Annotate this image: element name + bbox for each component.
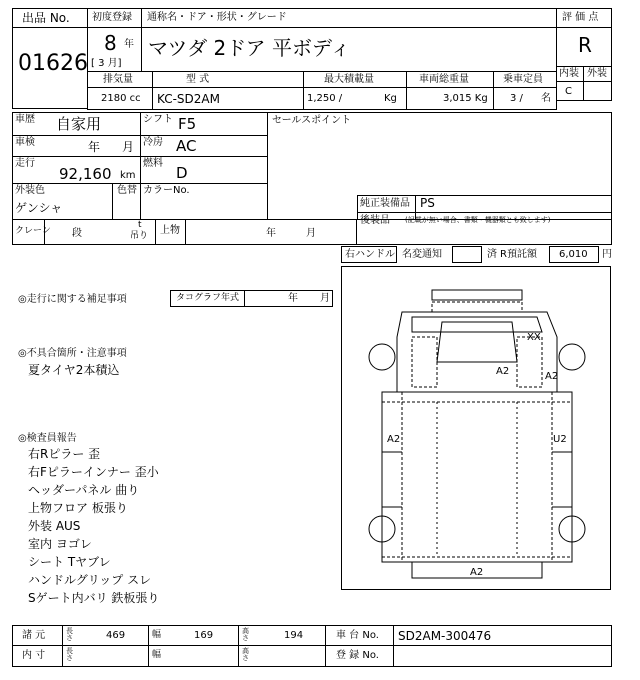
truck-outline — [342, 267, 612, 591]
divider — [185, 219, 186, 245]
lot-number: 01626 — [18, 51, 88, 76]
damage-mark: A2 — [545, 371, 559, 382]
name-change-box — [452, 246, 482, 263]
inspector-note: 室内 ヨゴレ — [28, 537, 92, 551]
crane-label: クレーン — [15, 226, 51, 236]
fuel-value: D — [176, 164, 188, 182]
footer-table — [12, 625, 612, 667]
model-value: KC-SD2AM — [157, 92, 220, 106]
height-value: 194 — [284, 630, 304, 641]
max-load-unit: Kg — [384, 93, 397, 104]
fuel-label: 燃料 — [143, 158, 163, 169]
gross-weight-value: 3,015 Kg — [443, 93, 488, 104]
crane-lift-t: t — [138, 220, 142, 230]
score-label: 評 価 点 — [562, 12, 599, 23]
damage-mark: A2 — [496, 366, 510, 377]
first-reg-label: 初度登録 — [92, 12, 132, 23]
inspection-month: 月 — [122, 140, 135, 154]
damage-mark: A2 — [470, 567, 484, 578]
inner-height-label: 高さ — [242, 647, 249, 662]
right-handle-label: 右ハンドル — [345, 249, 395, 260]
score-value: R — [578, 33, 592, 57]
dims-label: 諸 元 — [22, 630, 46, 641]
exterior-color-label: 外装色 — [15, 185, 45, 196]
inspector-note: シート Tヤブレ — [28, 555, 111, 569]
desc-label: 通称名・ドア・形状・グレード — [147, 12, 287, 23]
capacity-label: 乗車定員 — [503, 74, 543, 85]
deck-month: 月 — [306, 228, 316, 239]
aircon-label: 冷房 — [143, 137, 163, 148]
exterior-grade-cell — [583, 81, 612, 101]
capacity-value: 3 / — [510, 93, 523, 104]
crane-lift: 吊り — [130, 231, 149, 241]
inspector-note: Sゲート内バリ 鉄板張り — [28, 591, 160, 605]
max-load-label: 最大積載量 — [324, 74, 374, 85]
width-value: 169 — [194, 630, 214, 641]
chassis-no: SD2AM-300476 — [398, 629, 492, 643]
inspector-note: 右Fピラーインナー 歪小 — [28, 465, 159, 479]
sales-point-label: セールスポイント — [272, 115, 352, 126]
mileage-value: 92,160 — [59, 165, 112, 183]
inspection-label: 車検 — [15, 137, 35, 148]
inspector-note: 上物フロア 板張り — [28, 501, 128, 515]
divider — [155, 219, 156, 245]
inner-length-label: 長さ — [66, 647, 73, 662]
tachograph-year: 年 — [288, 293, 298, 304]
damage-mark: A2 — [387, 434, 401, 445]
divider — [62, 625, 63, 667]
deck-label: 上物 — [160, 225, 180, 236]
divider — [357, 195, 358, 219]
aftermarket-label: 後装品 — [360, 215, 390, 226]
divider — [148, 625, 149, 667]
damage-diagram — [341, 266, 611, 590]
recycle-value: 6,010 — [559, 249, 588, 260]
aircon-value: AC — [176, 137, 197, 155]
divider — [357, 195, 612, 196]
crane-steps: 段 — [72, 228, 82, 239]
length-value: 469 — [106, 630, 126, 641]
inspector-note: ハンドルグリップ スレ — [28, 573, 152, 587]
divider — [357, 212, 612, 213]
spec-label-row — [87, 71, 557, 88]
color-no-label: カラーNo. — [143, 185, 190, 196]
divider — [112, 183, 113, 219]
displacement-label: 排気量 — [103, 74, 133, 85]
gross-weight-label: 車両総重量 — [419, 74, 469, 85]
first-reg-year: 8 — [104, 31, 117, 55]
divider — [393, 625, 394, 667]
mileage-label: 走行 — [15, 158, 35, 169]
equipment-value: PS — [420, 196, 435, 210]
mileage-unit: km — [120, 170, 136, 181]
max-load-value: 1,250 / — [307, 93, 343, 104]
divider — [267, 112, 268, 219]
inspector-note: ヘッダーパネル 曲り — [28, 483, 140, 497]
lot-number-label: 出品 No. — [22, 11, 70, 25]
height-label: 高さ — [242, 627, 249, 642]
exterior-label: 外装 — [587, 68, 607, 79]
width-label: 幅 — [152, 630, 162, 640]
divider — [244, 290, 245, 307]
inspector-note: 右Rピラー 歪 — [28, 447, 101, 461]
defects-label: ◎不具合箇所・注意事項 — [18, 348, 127, 359]
inspector-label: ◎検査員報告 — [18, 433, 77, 444]
deck-year: 年 — [266, 228, 276, 239]
capacity-unit: 名 — [541, 93, 551, 104]
inner-width-label: 幅 — [152, 650, 162, 660]
color-change-label: 色替 — [117, 185, 137, 196]
damage-mark: U2 — [553, 434, 567, 445]
tachograph-label: タコグラフ年式 — [176, 293, 240, 303]
exterior-color-value: ゲンシャ — [15, 201, 63, 215]
tachograph-month: 月 — [320, 293, 330, 304]
divider — [238, 625, 239, 667]
driving-notes-label: ◎走行に関する補足事項 — [18, 294, 127, 305]
shift-value: F5 — [178, 115, 197, 133]
defect-item: 夏タイヤ2本積込 — [28, 363, 120, 377]
interior-label: 内装 — [559, 68, 579, 79]
divider — [325, 625, 326, 667]
interior-grade: C — [565, 86, 572, 97]
name-change-label: 名変通知 — [402, 249, 442, 260]
first-reg-month: [ 3 月] — [91, 58, 122, 69]
damage-mark: XX — [527, 332, 541, 343]
divider — [12, 645, 612, 646]
aftermarket-note: (記載が無い場合、書類・機器類とも致します) — [405, 216, 551, 224]
length-label: 長さ — [66, 627, 73, 642]
equipment-label: 純正装備品 — [360, 198, 410, 209]
displacement-value: 2180 cc — [101, 93, 141, 104]
history-label: 車歴 — [15, 114, 35, 125]
reg-no-label: 登 録 No. — [336, 650, 379, 661]
chassis-label: 車 台 No. — [336, 630, 379, 641]
recycle-prefix: 済 — [487, 249, 497, 260]
inspector-note: 外装 AUS — [28, 519, 81, 533]
history-value: 自家用 — [56, 115, 102, 133]
recycle-label: R預託額 — [500, 249, 537, 260]
inner-dims-label: 内 寸 — [22, 650, 46, 661]
car-name: マツダ 2ドア 平ボディ — [148, 36, 351, 60]
divider — [140, 112, 141, 219]
model-label: 型 式 — [186, 74, 210, 85]
first-reg-year-unit: 年 — [124, 39, 134, 50]
shift-label: シフト — [143, 114, 173, 125]
inspection-year: 年 — [88, 140, 101, 154]
recycle-unit: 円 — [602, 249, 612, 260]
